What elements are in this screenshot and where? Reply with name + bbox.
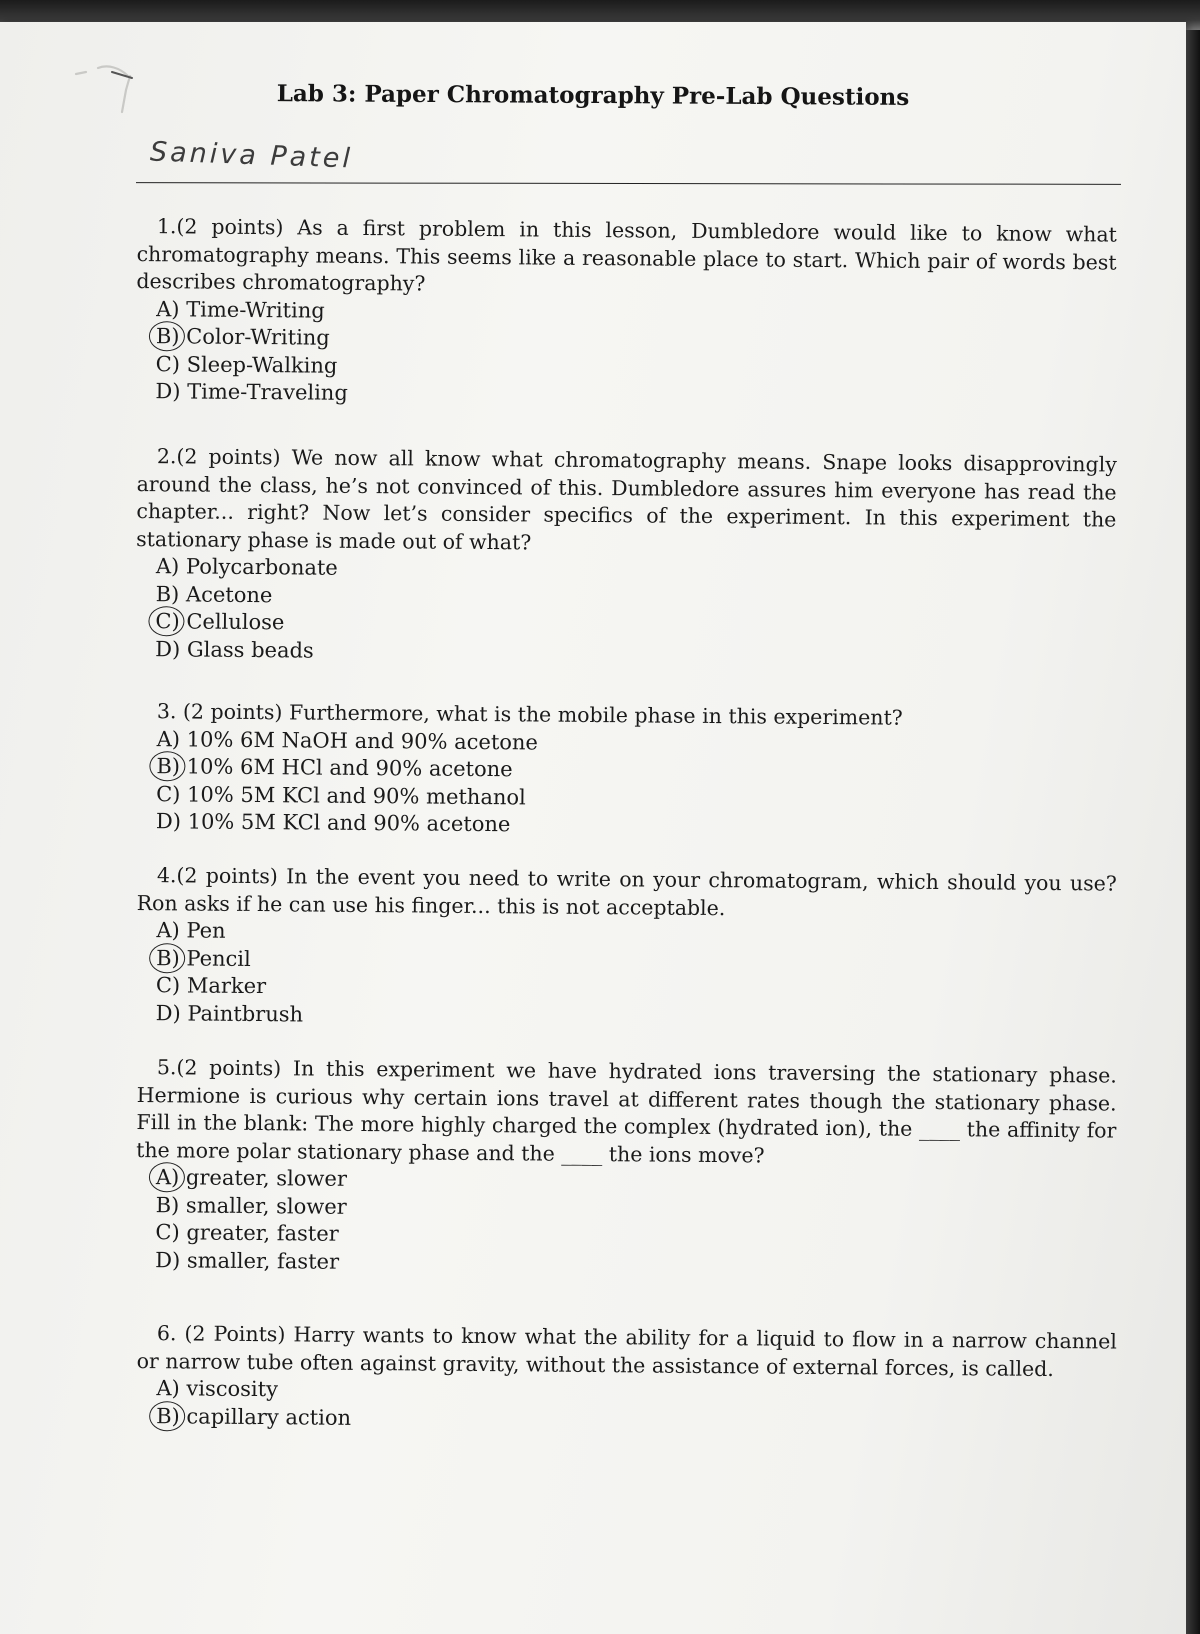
option-letter: A) <box>156 1376 180 1401</box>
option-letter: D) <box>155 379 181 404</box>
option-text: Marker <box>186 973 267 999</box>
option-text: Cellulose <box>186 609 285 635</box>
option-text: Polycarbonate <box>185 554 338 580</box>
page-title: Lab 3: Paper Chromatography Pre-Lab Questions <box>276 80 910 111</box>
option-text: Acetone <box>185 581 273 607</box>
option-letter: A) <box>156 918 180 943</box>
option-text: greater, faster <box>186 1220 339 1246</box>
option-text: Sleep-Walking <box>186 351 338 378</box>
question-2 <box>135 443 1117 672</box>
option-letter-circled: B) <box>156 323 180 351</box>
option-text: Glass beads <box>186 636 314 663</box>
option-letter-circled: C) <box>155 608 180 636</box>
handwritten-student-name: Saniva Patel <box>149 136 354 175</box>
option-letter: B) <box>155 1192 180 1217</box>
answer-circle-icon <box>149 751 185 781</box>
question-4-stem: 4.(2 points) In the event you need to write on your chromatogram, which should you use? Ron asks if he can use his finger... this is not acceptable. <box>136 863 1117 920</box>
option-letter: B) <box>155 581 180 606</box>
option-letter: D) <box>155 1000 181 1025</box>
option-text: 10% 5M KCl and 90% acetone <box>187 809 511 837</box>
option-text: capillary action <box>186 1403 352 1430</box>
option-text: 10% 5M KCl and 90% methanol <box>187 781 526 809</box>
question-5-stem: 5.(2 points) In this experiment we have hydrated ions traversing the stationary phase. Hermione is curious why certain ions travel at different rates though the stationary phase. Fill in the blank: The more highly charged the complex (hydrated ion), the ____ the affinity for the more polar stationary phase and the ____ the ions move? <box>136 1055 1117 1167</box>
option-text: Paintbrush <box>187 1000 304 1026</box>
option-letter: D) <box>155 636 181 661</box>
question-1 <box>135 213 1117 414</box>
option-text: greater, slower <box>185 1165 348 1191</box>
option-text: Pencil <box>186 945 251 971</box>
question-6-stem: 6. (2 Points) Harry wants to know what the ability for a liquid to flow in a narrow channel or narrow tube often against gravity, without the assistance of external forces, is called. <box>136 1321 1117 1381</box>
answer-circle-icon <box>149 943 185 973</box>
option-text: Time-Traveling <box>187 379 348 405</box>
option-text: smaller, faster <box>186 1247 340 1274</box>
question-1-stem: 1.(2 points) As a first problem in this lesson, Dumbledore would like to know what chromatography means. This seems like a reasonable place to start. Which pair of words best describes chromatography? <box>136 214 1117 296</box>
question-6 <box>136 1320 1117 1439</box>
option-letter: C) <box>155 973 181 998</box>
answer-circle-icon <box>148 606 184 636</box>
question-4 <box>136 862 1117 1036</box>
option-letter: C) <box>156 781 181 806</box>
option-letter: D) <box>155 1247 181 1272</box>
option-letter-circled: A) <box>156 1164 180 1192</box>
option-letter: C) <box>155 1220 180 1245</box>
option-text: 10% 6M NaOH and 90% acetone <box>186 726 539 754</box>
option-letter-circled: B) <box>156 945 180 973</box>
option-text: Color-Writing <box>186 324 330 350</box>
option-text: Pen <box>186 918 226 943</box>
option-letter: D) <box>155 809 182 834</box>
option-letter: C) <box>155 351 181 376</box>
question-3-stem: 3. (2 points) Furthermore, what is the mobile phase in this experiment? <box>156 699 903 730</box>
option-letter: A) <box>156 296 180 321</box>
answer-circle-icon <box>149 321 185 351</box>
option-letter: A) <box>156 726 181 751</box>
option-letter-circled: B) <box>156 1403 180 1431</box>
page-right-edge-shadow <box>1186 30 1200 1634</box>
option-text: 10% 6M HCl and 90% acetone <box>186 754 513 782</box>
option-text: smaller, slower <box>185 1192 347 1219</box>
question-3 <box>136 698 1117 844</box>
option-text: Time-Writing <box>186 296 325 323</box>
answer-circle-icon <box>149 1401 185 1431</box>
option-letter: A) <box>155 554 180 579</box>
question-2-stem: 2.(2 points) We now all know what chromatography means. Snape looks disapprovingly around the class, he’s not convinced of this. Dumbledore assures him everyone has read the chapter... right? Now let’s consider specifics of the experiment. In this experiment the stationary phase is made out of what? <box>136 444 1117 554</box>
question-5 <box>135 1054 1117 1283</box>
answer-circle-icon <box>149 1162 185 1192</box>
option-text: viscosity <box>186 1376 279 1402</box>
option-letter-circled: B) <box>156 753 180 781</box>
